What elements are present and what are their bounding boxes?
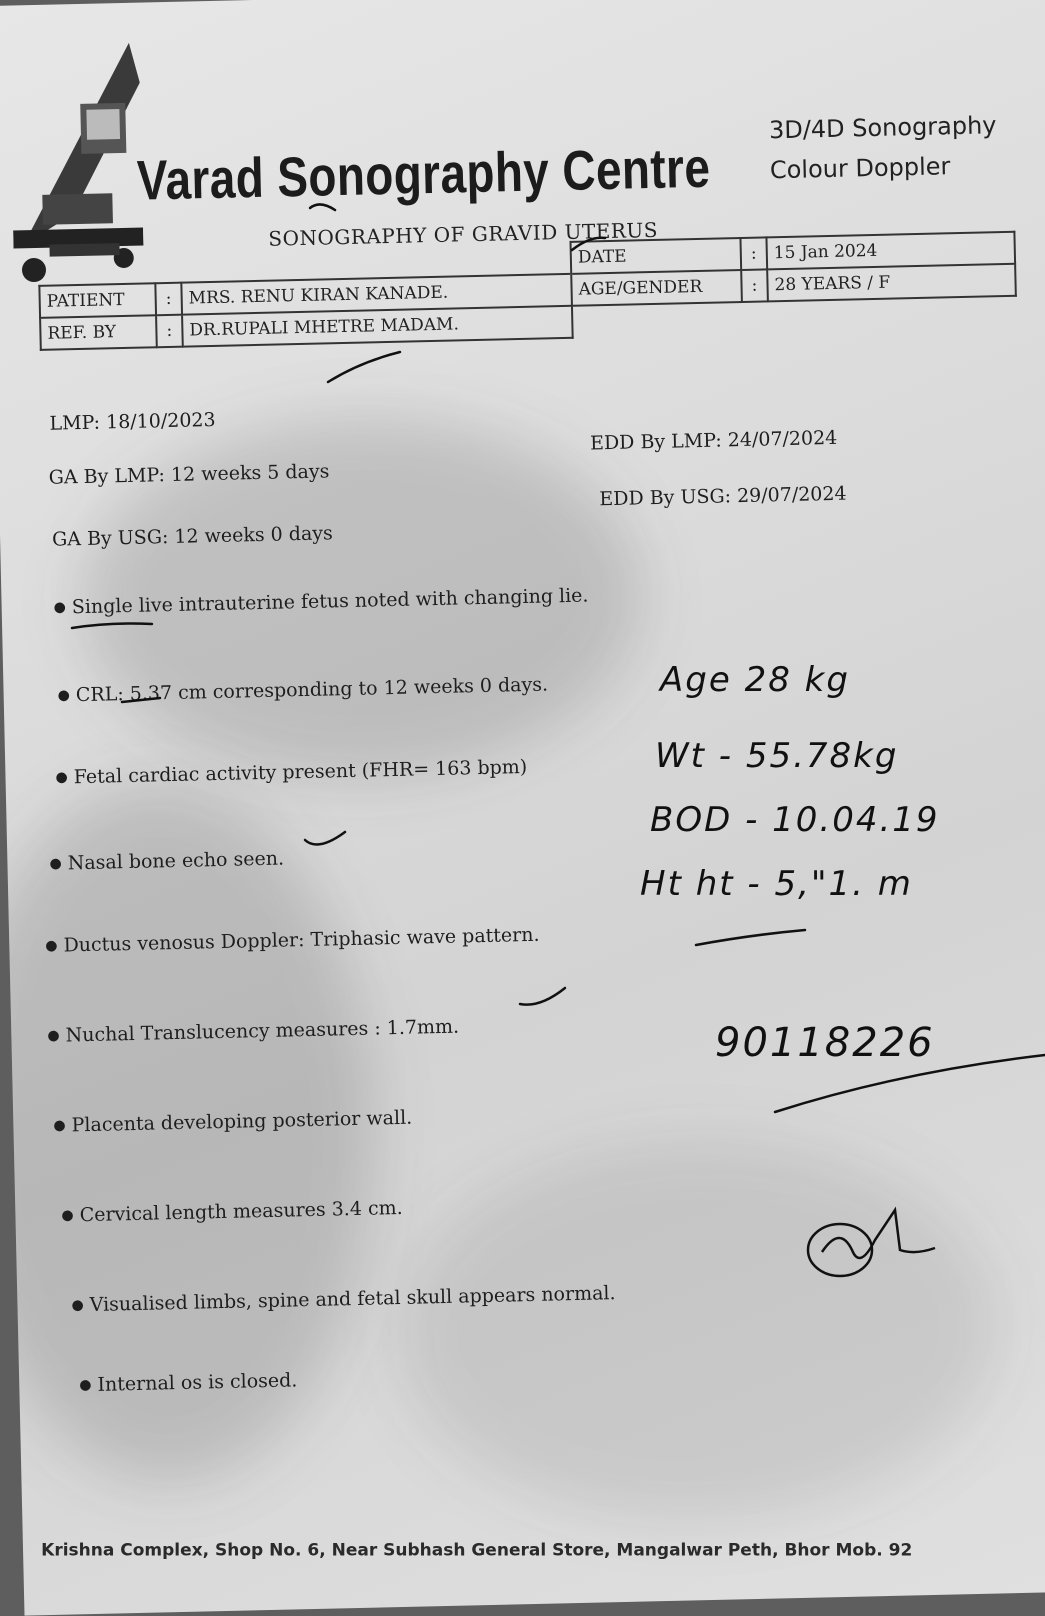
patient-name: MRS. RENU KIRAN KANADE.	[181, 274, 572, 315]
bullet-icon: ●	[53, 599, 67, 616]
ref-by-value: DR.RUPALI MHETRE MADAM.	[182, 306, 573, 347]
services-list	[769, 105, 998, 190]
bullet-icon: ●	[47, 1027, 60, 1044]
finding-text: Placenta developing posterior wall.	[71, 1106, 413, 1137]
ga-by-lmp: GA By LMP: 12 weeks 5 days	[48, 460, 330, 489]
finding-item	[55, 756, 527, 789]
lmp-date: LMP: 18/10/2023	[49, 408, 216, 435]
finding-text: Internal os is closed.	[97, 1369, 298, 1396]
date-label: DATE	[571, 238, 742, 274]
age-gender-label: AGE/GENDER	[571, 270, 742, 306]
finding-text: Nuchal Translucency measures : 1.7mm.	[65, 1015, 460, 1047]
age-gender-value: 28 YEARS / F	[767, 264, 1016, 302]
finding-text: Ductus venosus Doppler: Triphasic wave pattern.	[63, 923, 540, 957]
service-3d4d: 3D/4D Sonography	[768, 111, 997, 145]
bullet-icon: ●	[79, 1377, 92, 1394]
ga-by-usg: GA By USG: 12 weeks 0 days	[51, 522, 334, 551]
centre-name: Varad Sonography Centre	[136, 135, 711, 212]
patient-label: PATIENT	[39, 283, 156, 318]
shadow-area	[394, 1133, 1002, 1527]
finding-text: Cervical length measures 3.4 cm.	[79, 1196, 403, 1227]
bullet-icon: ●	[57, 687, 71, 704]
handwritten-height: Ht ht - 5,"1. m	[640, 864, 913, 904]
bullet-icon: ●	[53, 1117, 66, 1134]
bullet-icon: ●	[55, 769, 68, 786]
finding-text: CRL: 5.37 cm corresponding to 12 weeks 0 days.	[75, 673, 549, 707]
separator: :	[740, 237, 767, 270]
finding-text: Fetal cardiac activity present (FHR= 163 bpm)	[73, 755, 528, 789]
separator: :	[155, 283, 182, 316]
report-title: SONOGRAPHY OF GRAVID UTERUS	[268, 217, 659, 251]
footer-address: Krishna Complex, Shop No. 6, Near Subhash General Store, Mangalwar Peth, Bhor Mob. 92	[41, 1540, 913, 1561]
separator: :	[156, 315, 183, 348]
service-doppler: Colour Doppler	[769, 152, 951, 185]
patient-info-table	[38, 231, 1018, 351]
finding-text: Single live intrauterine fetus noted with changing lie.	[71, 584, 589, 619]
separator: :	[741, 269, 768, 302]
handwritten-age: Age 28 kg	[660, 660, 850, 700]
bullet-icon: ●	[71, 1297, 84, 1314]
bullet-icon: ●	[45, 937, 58, 954]
date-value: 15 Jan 2024	[766, 232, 1015, 270]
handwritten-weight: Wt - 55.78kg	[655, 736, 899, 776]
finding-text: Nasal bone echo seen.	[67, 847, 285, 875]
edd-by-usg: EDD By USG: 29/07/2024	[599, 482, 847, 511]
handwritten-phone: 90118226	[715, 1020, 935, 1066]
handwritten-dob: BOD - 10.04.19	[650, 800, 940, 840]
edd-by-lmp: EDD By LMP: 24/07/2024	[589, 426, 838, 455]
ref-by-label: REF. BY	[40, 315, 157, 350]
finding-text: Visualised limbs, spine and fetal skull appears normal.	[89, 1282, 616, 1317]
bullet-icon: ●	[61, 1207, 74, 1224]
bullet-icon: ●	[49, 855, 62, 872]
